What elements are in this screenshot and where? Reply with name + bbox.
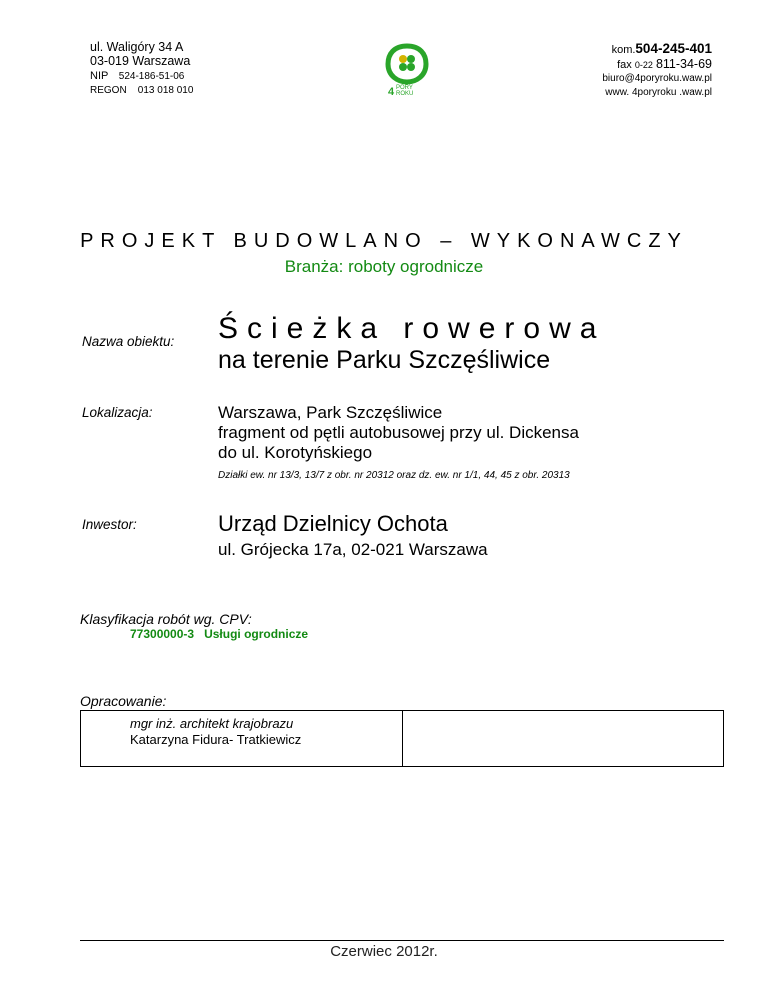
city: 03-019 Warszawa xyxy=(90,54,191,68)
nip-value: 524-186-51-06 xyxy=(118,71,185,82)
footer-divider xyxy=(80,940,724,941)
mobile-number: 504-245-401 xyxy=(635,41,712,56)
footer-date: Czerwiec 2012r. xyxy=(330,943,438,960)
investor-address: ul. Grójecka 17a, 02-021 Warszawa xyxy=(218,540,488,559)
mobile-line: kom.504-245-401 xyxy=(611,41,712,56)
location-label: Lokalizacja: xyxy=(82,405,153,420)
company-address-block xyxy=(90,40,193,98)
website: www. 4poryroku .waw.pl xyxy=(605,87,712,98)
branch-subtitle: Branża: roboty ogrodnicze xyxy=(284,257,484,276)
investor-name: Urząd Dzielnicy Ochota xyxy=(218,511,448,536)
svg-text:PORY: PORY xyxy=(396,85,413,91)
plot-numbers: Działki ew. nr 13/3, 13/7 z obr. nr 20312 oraz dz. ew. nr 1/1, 44, 45 z obr. 20313 xyxy=(218,470,570,481)
fax-number: 811-34-69 xyxy=(655,57,712,71)
regon-value: 013 018 010 xyxy=(137,85,194,96)
object-name-label: Nazwa obiektu: xyxy=(82,334,175,349)
location-text: Warszawa, Park Szczęśliwice fragment od pętli autobusowej przy ul. Dickensa do ul. Korotyńskiego xyxy=(218,403,579,462)
prepared-by-label: Opracowanie: xyxy=(80,693,167,709)
cpv-description: Usługi ogrodnicze xyxy=(204,627,309,641)
cpv-code: 77300000-3 xyxy=(130,627,195,641)
svg-text:4: 4 xyxy=(388,86,395,98)
object-name-line2: na terenie Parku Szczęśliwice xyxy=(218,346,551,374)
company-contact-block xyxy=(580,42,712,100)
nip-line: NIP 524-186-51-06 xyxy=(90,70,185,82)
fax-line: fax 0-22 811-34-69 xyxy=(617,57,712,71)
author-title: mgr inż. architekt krajobrazu xyxy=(130,716,294,731)
email: biuro@4poryroku.waw.pl xyxy=(602,73,712,84)
investor-label: Inwestor: xyxy=(82,517,137,532)
cpv-label: Klasyfikacja robót wg. CPV: xyxy=(80,611,252,627)
object-name-line1: Ścieżka rowerowa xyxy=(218,312,606,345)
street: ul. Waligóry 34 A xyxy=(90,40,184,54)
table-divider xyxy=(402,711,403,766)
author-name: Katarzyna Fidura- Tratkiewicz xyxy=(130,732,302,747)
cpv-classification xyxy=(130,627,308,641)
svg-text:ROKU: ROKU xyxy=(396,91,414,97)
company-logo xyxy=(382,42,432,98)
regon-line: REGON 013 018 010 xyxy=(90,85,194,96)
document-title: PROJEKT BUDOWLANO – WYKONAWCZY xyxy=(80,230,688,252)
